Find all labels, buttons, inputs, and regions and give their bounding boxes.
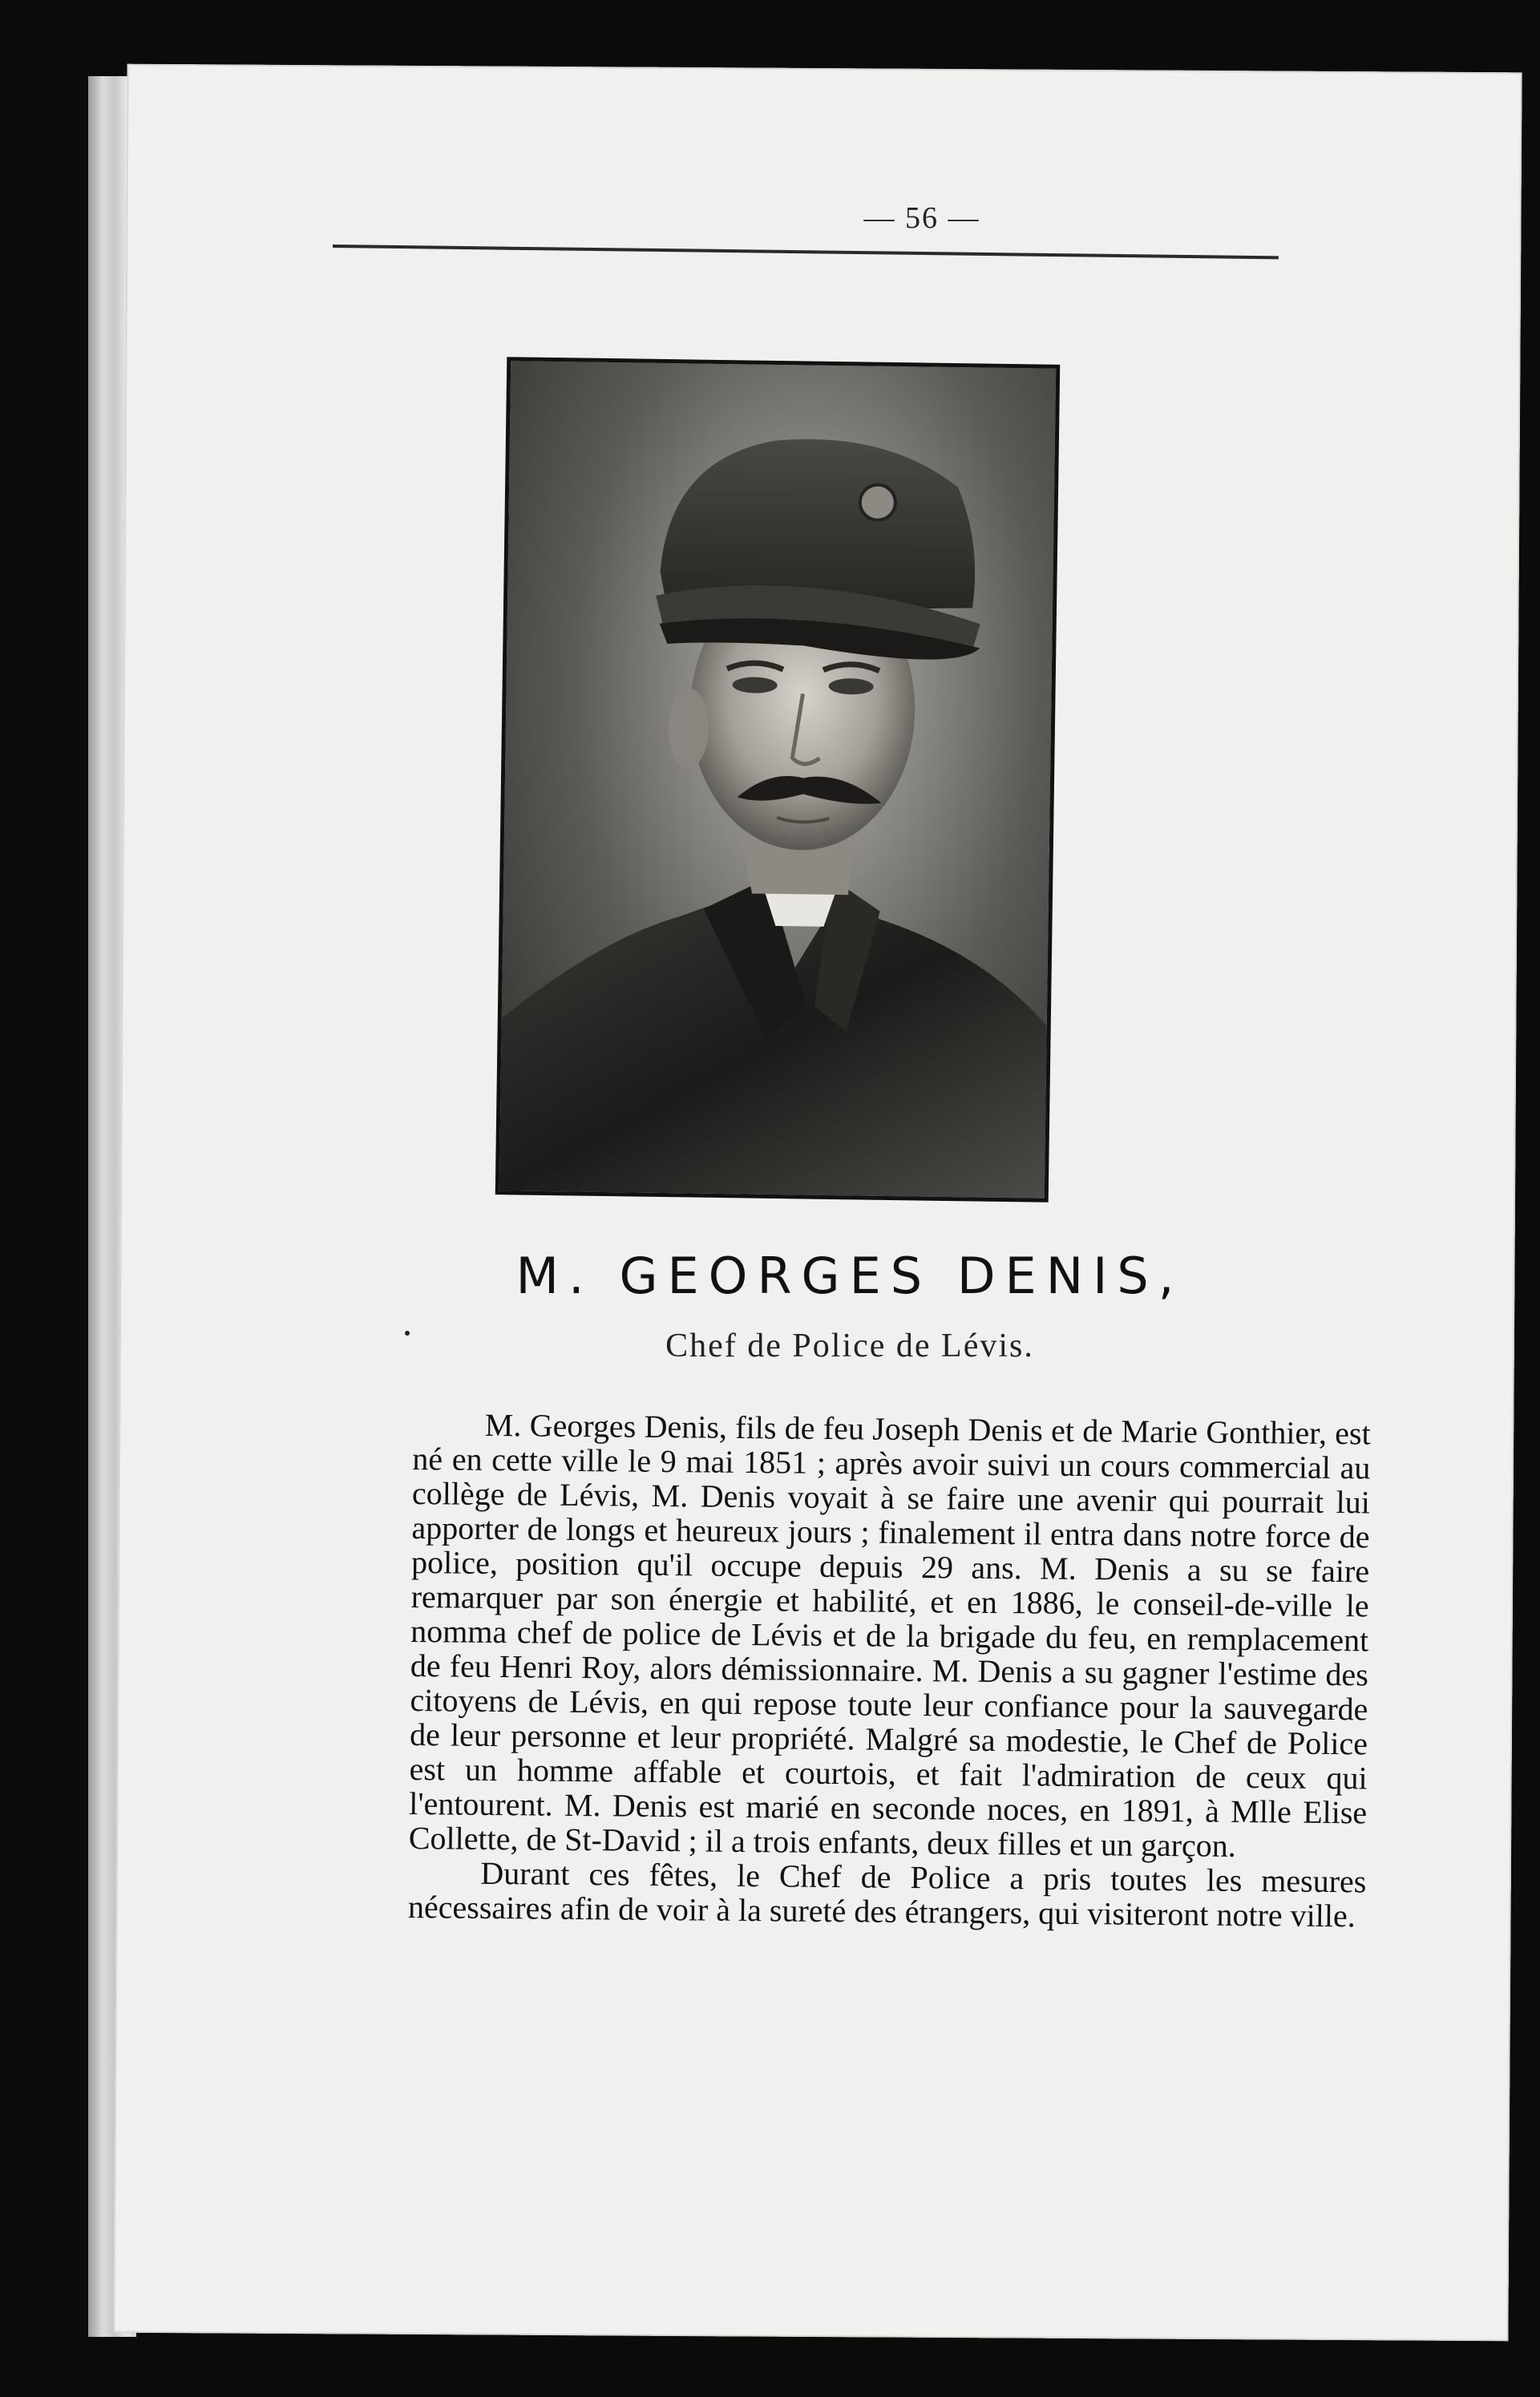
page-number: — 56 — — [863, 201, 980, 235]
portrait-subtitle: Chef de Police de Lévis. — [665, 1328, 1034, 1364]
stray-mark — [405, 1331, 410, 1336]
portrait-photo-icon — [499, 361, 1056, 1198]
portrait-photo — [495, 357, 1061, 1203]
biography-text — [408, 1407, 1371, 1933]
biography-paragraph: Durant ces fêtes, le Chef de Police a pris toutes les mesures nécessaires afin de voir à la sureté des étrangers, qui visiteront notre ville. — [407, 1854, 1367, 1934]
biography-paragraph: M. Georges Denis, fils de feu Joseph Denis et de Marie Gonthier, est né en cette ville le 9 mai 1851 ; après avoir suivi un cours commercial au collège de Lévis, M. Denis voyait à se faire une avenir qui pourrait lui apporter de longs et heureux jours ; finalement il entra dans notre force de police, position qu'il occupe depuis 29 ans. M. Denis a su se faire remarquer par son énergie et habilité, et en 1886, le conseil-de-ville le nomma chef de police de Lévis et de la brigade du feu, en remplacement de feu Henri Roy, alors démissionnaire. M. Denis a su gagner l'estime des citoyens de Lévis, en qui repose toute leur confiance pour la sauvegarde de leur personne et leur propriété. Malgré sa modestie, le Chef de Police est un homme affable et courtois, et fait l'admiration de ceux qui l'entourent. M. Denis est marié en seconde noces, en 1891, à Mlle Elise Collette, de St-David ; il a trois enfants, deux filles et un garçon. — [408, 1406, 1371, 1864]
portrait-name-heading: M. GEORGES DENIS, — [515, 1247, 1184, 1305]
